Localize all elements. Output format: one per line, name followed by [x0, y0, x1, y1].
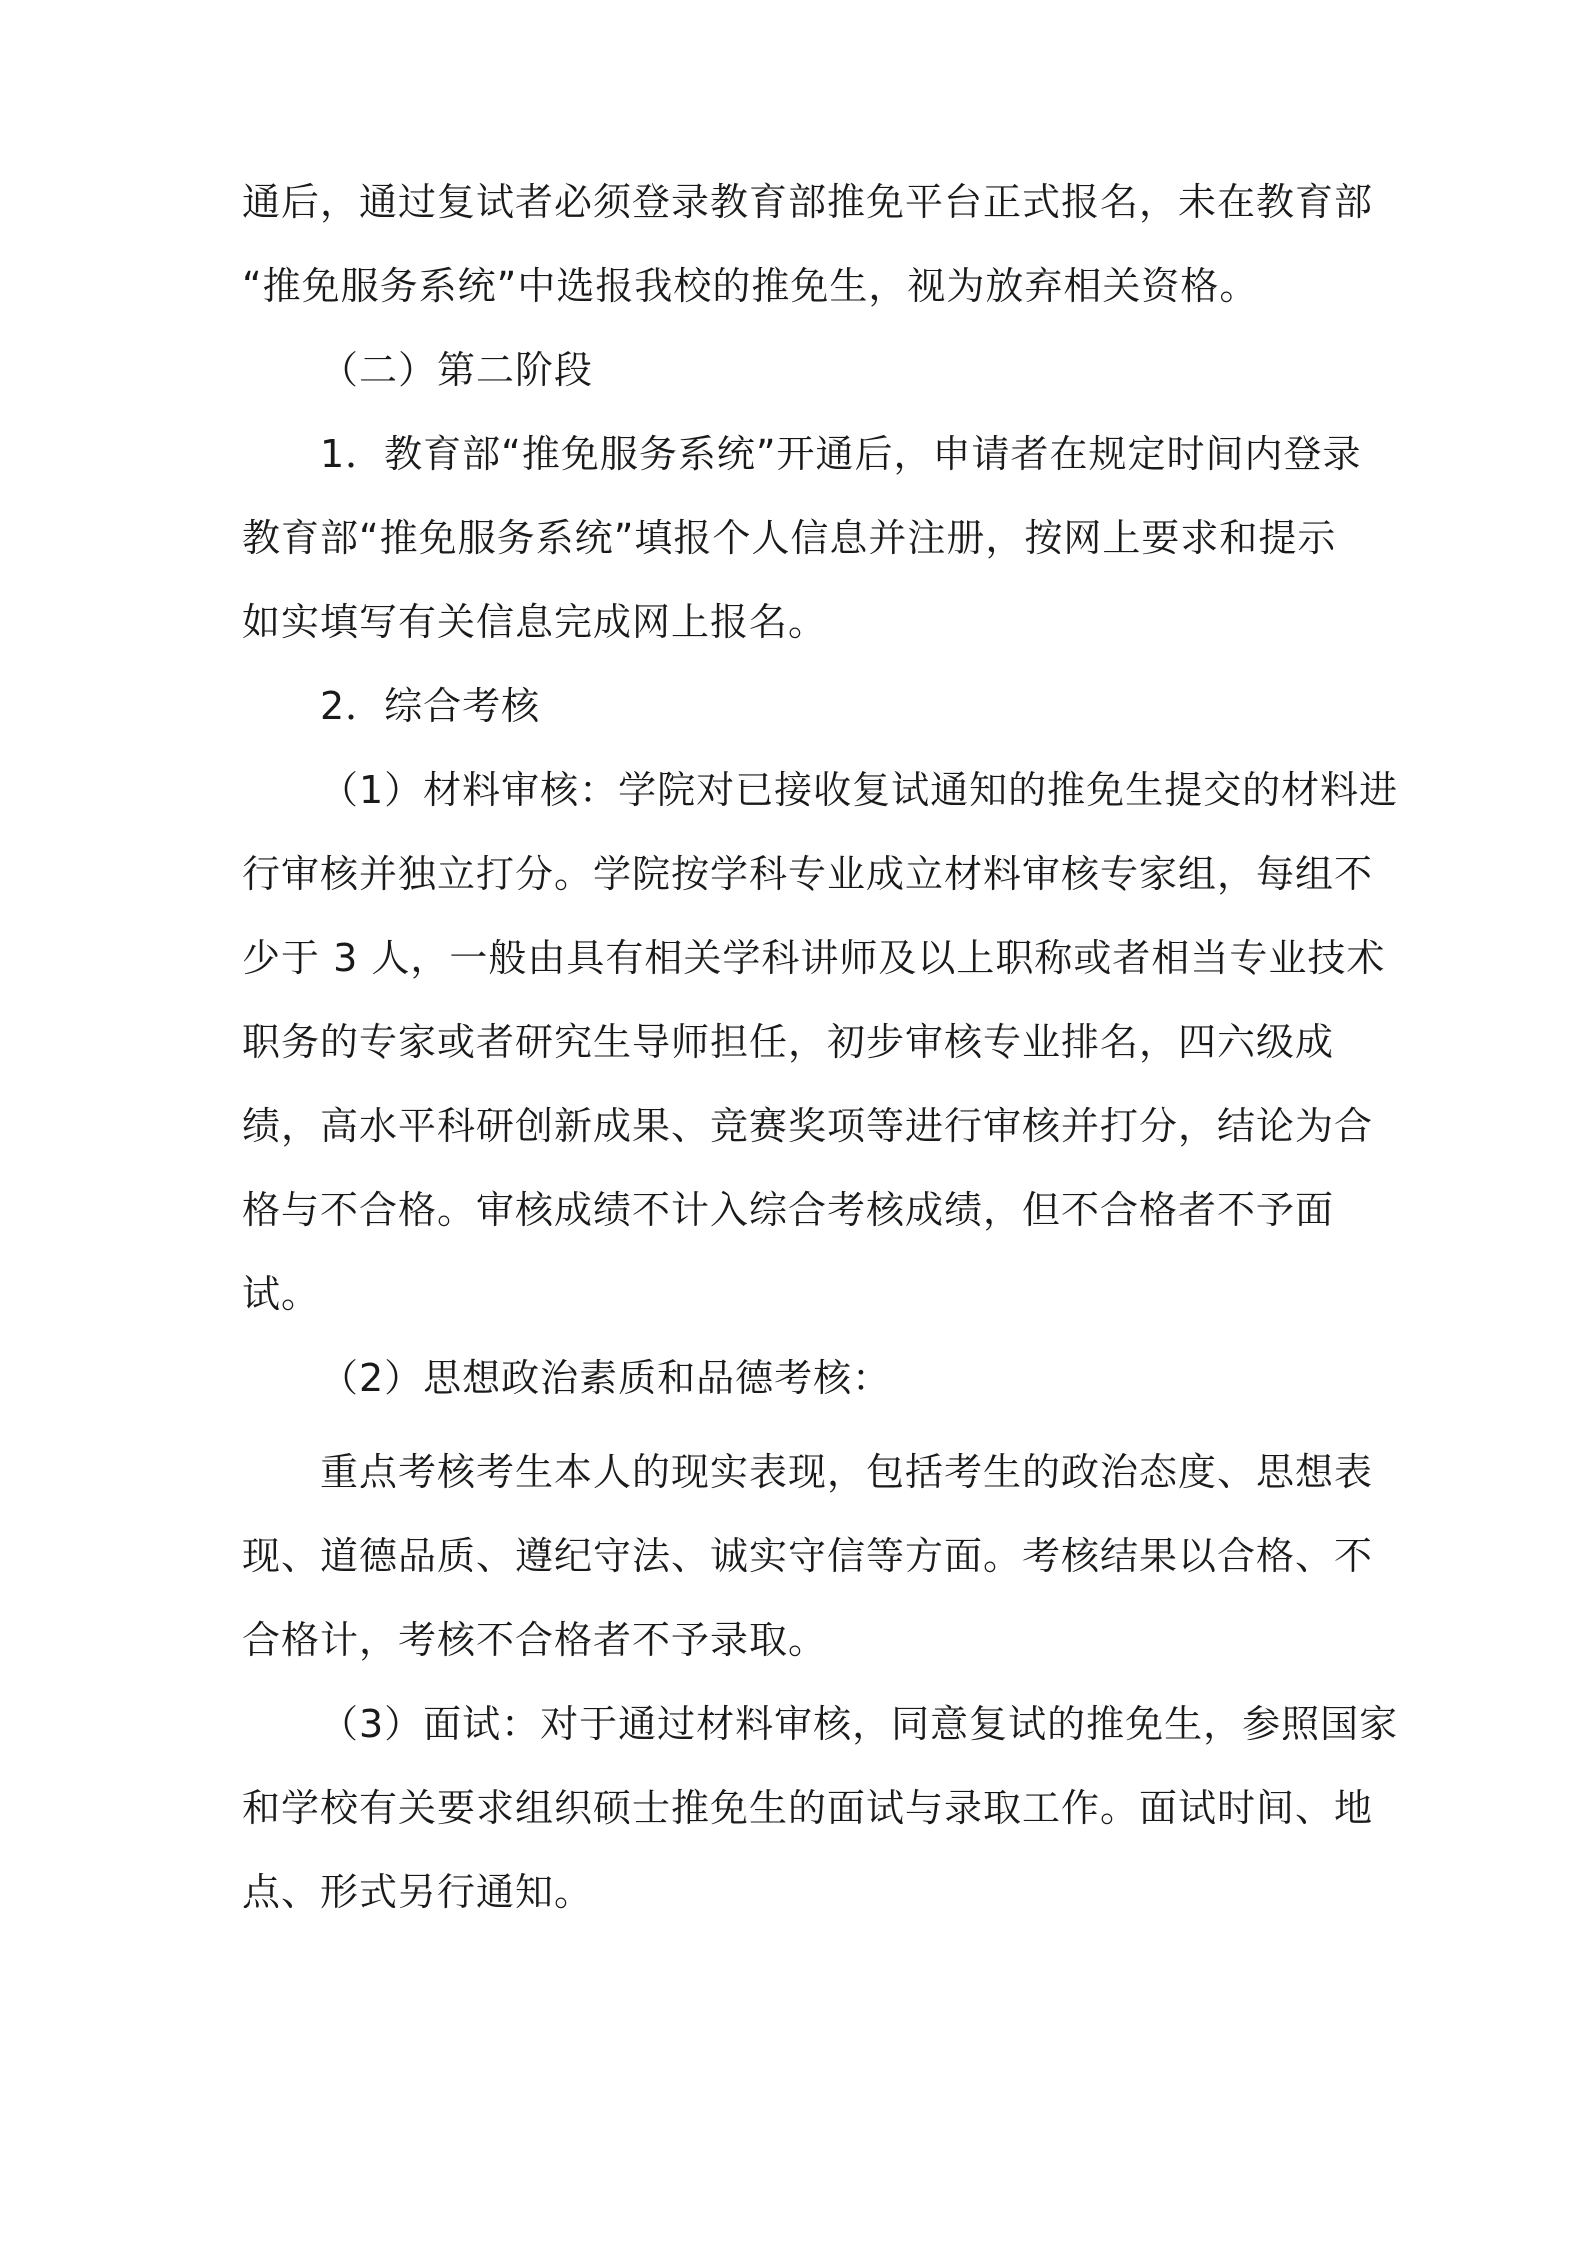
- text-line: 试。: [242, 1272, 321, 1316]
- text-line: 合格计，考核不合格者不予录取。: [242, 1618, 828, 1662]
- text-line: 通后，通过复试者必须登录教育部推免平台正式报名，未在教育部: [242, 180, 1374, 224]
- text-line: 格与不合格。审核成绩不计入综合考核成绩，但不合格者不予面: [242, 1188, 1335, 1232]
- text-line: 重点考核考生本人的现实表现，包括考生的政治态度、思想表: [320, 1450, 1374, 1494]
- text-line: 和学校有关要求组织硕士推免生的面试与录取工作。面试时间、地: [242, 1786, 1374, 1830]
- text-line: 绩，高水平科研创新成果、竞赛奖项等进行审核并打分，结论为合: [242, 1104, 1374, 1148]
- text-line: 少于 3 人，一般由具有相关学科讲师及以上职称或者相当专业技术: [242, 936, 1386, 980]
- text-line: 职务的专家或者研究生导师担任，初步审核专业排名，四六级成: [242, 1020, 1335, 1064]
- section-heading: （二）第二阶段: [320, 348, 594, 392]
- text-line: （3）面试：对于通过材料审核，同意复试的推免生，参照国家: [320, 1702, 1399, 1746]
- text-line: 如实填写有关信息完成网上报名。: [242, 600, 828, 644]
- text-line: 教育部“推免服务系统”填报个人信息并注册，按网上要求和提示: [242, 516, 1337, 560]
- text-line: 点、形式另行通知。: [242, 1870, 594, 1914]
- text-line: 行审核并独立打分。学院按学科专业成立材料审核专家组，每组不: [242, 852, 1374, 896]
- section-heading: （2）思想政治素质和品德考核：: [320, 1356, 892, 1400]
- text-line: （1）材料审核：学院对已接收复试通知的推免生提交的材料进: [320, 768, 1399, 812]
- text-line: “推免服务系统”中选报我校的推免生，视为放弃相关资格。: [242, 264, 1259, 308]
- section-heading: 2．综合考核: [320, 684, 541, 728]
- text-line: 现、道德品质、遵纪守法、诚实守信等方面。考核结果以合格、不: [242, 1534, 1374, 1578]
- text-line: 1．教育部“推免服务系统”开通后，申请者在规定时间内登录: [320, 432, 1362, 476]
